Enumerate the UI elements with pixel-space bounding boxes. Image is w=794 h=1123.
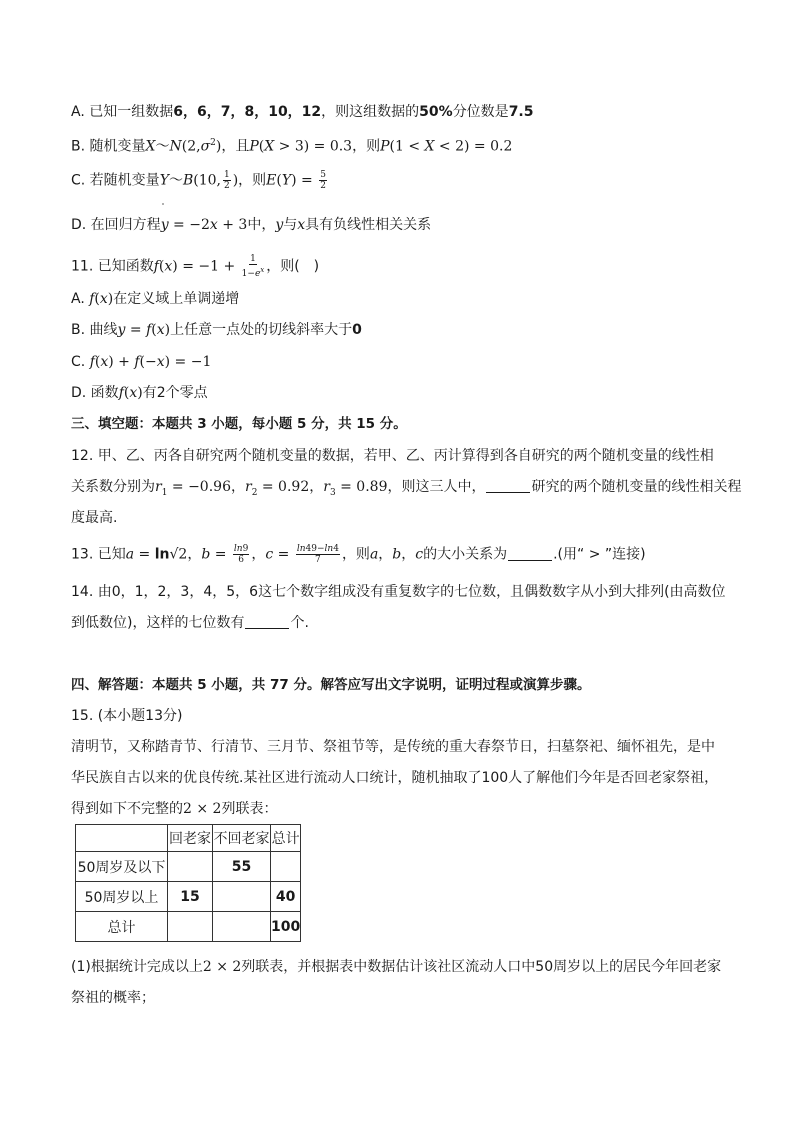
option-a-answer: 7.5 bbox=[508, 104, 534, 120]
option-d-mid2: 与 bbox=[283, 217, 298, 233]
q14-line2-tail: 个. bbox=[290, 615, 309, 631]
q15-p3-tail: 列联表： bbox=[221, 801, 278, 817]
q12-line2-tail: 研究的两个随机变量的线性相关程 bbox=[531, 479, 742, 495]
option-b-tail: ，则 bbox=[352, 138, 381, 155]
q15-p2: 华民族自古以来的优良传统.某社区进行流动人口统计，随机抽取了100人了解他们今年是否回老家祭祖， bbox=[71, 770, 719, 786]
table-header-row bbox=[76, 825, 301, 852]
table-cell bbox=[213, 882, 271, 912]
option-a bbox=[71, 102, 534, 122]
q13-prefix: 13. 已知 bbox=[71, 546, 126, 563]
q13-answer-blank[interactable] bbox=[508, 546, 552, 561]
table-cell: 55 bbox=[213, 852, 271, 882]
q15-sub1-prefix: (1)根据统计完成以上 bbox=[71, 959, 203, 975]
table-cell bbox=[168, 912, 213, 942]
section-3-heading: 三、填空题：本题共 3 小题，每小题 5 分，共 15 分。 bbox=[71, 416, 407, 432]
q13: 13. 已知a = ln√2，b = $\frac{\ln 9}{6}$ ，c = $\frac{\ln 49-\ln 4}{7}$ ，则a，b，c的大小关系为 .(用“ > ”连接) bbox=[71, 544, 646, 565]
q11-d-prefix: D. 函数 bbox=[71, 385, 119, 401]
table-cell bbox=[213, 912, 271, 942]
option-a-prefix: A. 已知一组数据 bbox=[71, 104, 174, 120]
q14-answer-blank[interactable] bbox=[245, 614, 289, 629]
option-d-mid: 中， bbox=[247, 217, 276, 233]
q11-option-d: D. 函数f(x)有2个零点 bbox=[71, 385, 208, 401]
q11-function: f bbox=[153, 258, 159, 275]
option-d-prefix: D. 在回归方程 bbox=[71, 217, 161, 233]
q15-p3-prefix: 得到如下不完整的 bbox=[71, 801, 183, 817]
option-b-prob1: P bbox=[249, 138, 259, 155]
q15-p1: 清明节，又称踏青节、行清节、三月节、祭祖节等，是传统的重大春祭节日，扫墓祭祀、缅怀祖先，是中 bbox=[71, 739, 715, 755]
q14-line1: 14. 由0，1，2，3，4，5，6这七个数字组成没有重复数字的七位数，且偶数数字从小到大排列(由高数位 bbox=[71, 584, 726, 600]
table-header-cell: 回老家 bbox=[168, 825, 213, 852]
table-row bbox=[76, 882, 301, 912]
option-b-mid: ，且 bbox=[221, 138, 250, 155]
stray-dot bbox=[162, 203, 164, 205]
option-b-prefix: B. 随机变量 bbox=[71, 138, 146, 155]
q11-option-a: A. f(x)在定义域上单调递增 bbox=[71, 291, 240, 307]
q11-suffix: ，则( ) bbox=[266, 258, 320, 275]
q14-line2 bbox=[71, 613, 309, 633]
q12-line2-prefix: 关系数分别为 bbox=[71, 479, 155, 495]
table-cell: 50周岁以上 bbox=[76, 882, 168, 912]
table-cell: 总计 bbox=[76, 912, 168, 942]
option-c-expect: E bbox=[266, 172, 277, 189]
option-b-prob2: P bbox=[380, 138, 390, 155]
option-d: D. 在回归方程y = −2x + 3中，y与x具有负线性相关关系 bbox=[71, 217, 432, 233]
q11-option-b: B. 曲线y = f(x)上任意一点处的切线斜率大于0 bbox=[71, 322, 362, 338]
option-d-tail: 具有负线性相关关系 bbox=[305, 217, 432, 233]
option-b: B. 随机变量$X\sim N(2,\sigma^2)$，且P(X > 3) = 0.3，则P(1 < X < 2) = 0.2 bbox=[71, 138, 513, 155]
option-a-mid: ，则这组数据的 bbox=[321, 104, 420, 120]
q13-end: .(用“ > ”连接) bbox=[553, 546, 646, 563]
q15-sub1-line1: (1)根据统计完成以上2 × 2列联表，并根据表中数据估计该社区流动人口中50周岁以上的居民今年回老家 bbox=[71, 959, 722, 975]
table-cell: 50周岁及以下 bbox=[76, 852, 168, 882]
table-cell: 40 bbox=[271, 882, 301, 912]
q11-d-tail: 有2个零点 bbox=[142, 385, 208, 401]
option-b-dist: X bbox=[145, 138, 156, 155]
q14-line2-prefix: 到低数位)，这样的七位数有 bbox=[71, 615, 245, 631]
table-cell: 100 bbox=[271, 912, 301, 942]
q13-tail: 的大小关系为 bbox=[423, 546, 508, 563]
table-cell bbox=[168, 852, 213, 882]
q12-answer-blank[interactable] bbox=[486, 478, 530, 493]
table-row bbox=[76, 852, 301, 882]
q12-line2: 关系数分别为$r_1 = -0.96$，$r_2 = 0.92$，$r_3 = 0.89$，则这三人中， 研究的两个随机变量的线性相关程 bbox=[71, 479, 742, 498]
section-4-heading: 四、解答题：本题共 5 小题，共 77 分。解答应写出文字说明，证明过程或演算步骤。 bbox=[71, 677, 591, 693]
table-header-cell: 总计 bbox=[271, 825, 301, 852]
q11-option-c: C. f(x) + f(−x) = −1 bbox=[71, 354, 212, 370]
q12-line3: 度最高. bbox=[71, 510, 118, 526]
table-cell bbox=[271, 852, 301, 882]
q15-sub1-line2: 祭祖的概率； bbox=[71, 990, 155, 1006]
option-c-dist: Y bbox=[159, 172, 169, 189]
q13-mid: ，则 bbox=[341, 546, 370, 563]
q15-sub1-tail: 列联表，并根据表中数据估计该社区流动人口中50周岁以上的居民今年回老家 bbox=[241, 959, 722, 975]
q12-line2-mid: ，则这三人中， bbox=[387, 479, 486, 495]
option-a-numbers: 6，6，7，8，10，12 bbox=[173, 104, 322, 120]
q15-head: 15. (本小题13分) bbox=[71, 708, 183, 724]
q12-line1: 12. 甲、乙、丙各自研究两个随机变量的数据，若甲、乙、丙计算得到各自研究的两个随机变量的线性相 bbox=[71, 448, 714, 464]
table-cell: 15 bbox=[168, 882, 213, 912]
q11-a-tail: 在定义域上单调递增 bbox=[113, 291, 240, 307]
option-d-equation: y bbox=[160, 217, 169, 233]
q11-stem: 11. 已知函数f(x) = −1 + $\frac{1}{1-e^x}$ ，则( ) bbox=[71, 254, 320, 279]
option-a-tail: 分位数是 bbox=[452, 104, 509, 120]
option-c-prefix: C. 若随机变量 bbox=[71, 172, 160, 189]
table-header-cell: 不回老家 bbox=[213, 825, 271, 852]
contingency-table bbox=[75, 824, 301, 942]
q11-b-tail: 上任意一点处的切线斜率大于 bbox=[170, 322, 353, 338]
table-row bbox=[76, 912, 301, 942]
option-a-percent: 50% bbox=[419, 104, 453, 120]
table-header-cell bbox=[76, 825, 168, 852]
q11-prefix: 11. 已知函数 bbox=[71, 258, 154, 275]
option-c-mid: ，则 bbox=[238, 172, 267, 189]
q15-p3: 得到如下不完整的2 × 2列联表： bbox=[71, 801, 278, 817]
option-c: C. 若随机变量Y～B(10, $\frac{1}{2}$ )，则E(Y) = $\frac{5}{2}$ bbox=[71, 170, 326, 191]
q11-b-prefix: B. 曲线 bbox=[71, 322, 118, 338]
